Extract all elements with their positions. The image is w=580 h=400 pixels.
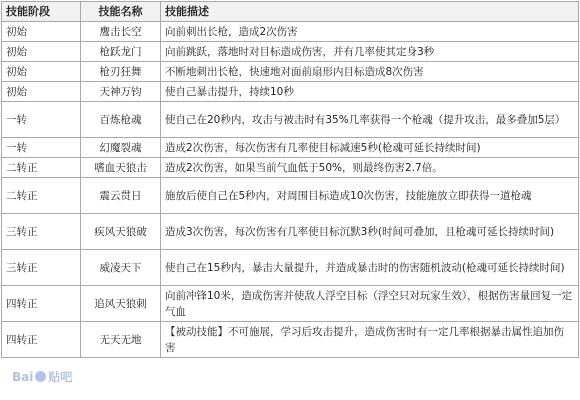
skill-name-cell: 震云贯日 [81,178,161,214]
skill-desc-cell: 使自己在20秒内，攻击与被击时有35%几率获得一个枪魂（提升攻击，最多叠加5层） [161,102,579,138]
skill-stage-cell: 二转正 [2,178,81,214]
skill-stage-cell: 初始 [2,42,81,62]
table-row [2,22,579,42]
skill-stage-cell: 三转正 [2,214,81,250]
table-row [2,102,579,138]
skill-desc-cell: 造成3次伤害，每次伤害有几率使目标沉默3秒(时间可叠加，且枪魂可延长持续时间) [161,214,579,250]
skill-name-cell: 枪刃狂舞 [81,62,161,82]
skill-stage-cell: 三转正 [2,250,81,286]
skill-stage-cell: 初始 [2,22,81,42]
skill-name-cell: 枪跃龙门 [81,42,161,62]
skill-name-cell: 疾风天狼破 [81,214,161,250]
baidu-tieba-watermark [12,368,72,385]
watermark-text-right: 贴吧 [48,370,73,384]
skill-name-cell: 天神万钧 [81,82,161,102]
skill-name-cell: 无天无地 [81,322,161,358]
skill-stage-cell: 四转正 [2,322,81,358]
table-row [2,286,579,322]
header-stage: 技能阶段 [2,2,81,22]
skill-stage-cell: 初始 [2,62,81,82]
skill-desc-cell: 向前冲锋10米，造成伤害并使敌人浮空目标（浮空只对玩家生效），根据伤害量回复一定气血 [161,286,579,322]
skill-table [1,1,579,358]
skill-desc-cell: 不断地刺出长枪，快速地对面前扇形内目标造成8次伤害 [161,62,579,82]
skill-stage-cell: 一转 [2,102,81,138]
table-row [2,138,579,158]
skill-desc-cell: 造成2次伤害，如果当前气血低于50%，则最终伤害2.7倍。 [161,158,579,178]
paw-icon [35,371,46,382]
skill-stage-cell: 初始 [2,82,81,102]
table-row [2,250,579,286]
skill-desc-cell: 【被动技能】不可施展，学习后攻击提升，造成伤害时有一定几率根据暴击属性追加伤害 [161,322,579,358]
skill-desc-cell: 使自己暴击提升，持续10秒 [161,82,579,102]
header-desc: 技能描述 [161,2,579,22]
table-body [2,22,579,358]
table-header-row [2,2,579,22]
table-row [2,214,579,250]
skill-desc-cell: 向前刺出长枪，造成2次伤害 [161,22,579,42]
skill-name-cell: 幻魔裂魂 [81,138,161,158]
skill-stage-cell: 一转 [2,138,81,158]
skill-desc-cell: 施放后使自己在5秒内，对周围目标造成10次伤害，技能施放立即获得一道枪魂 [161,178,579,214]
table-row [2,158,579,178]
skill-name-cell: 追风天狼刺 [81,286,161,322]
skill-stage-cell: 四转正 [2,286,81,322]
table-row [2,42,579,62]
skill-name-cell: 百炼枪魂 [81,102,161,138]
skill-stage-cell: 二转正 [2,158,81,178]
table-row [2,82,579,102]
table-row [2,322,579,358]
table-row [2,62,579,82]
skill-desc-cell: 使自己在15秒内，暴击大量提升，并造成暴击时的伤害随机波动(枪魂可延长持续时间) [161,250,579,286]
skill-name-cell: 嗜血天狼击 [81,158,161,178]
skill-table-container [1,1,578,358]
skill-desc-cell: 向前跳跃，落地时对目标造成伤害，并有几率使其定身3秒 [161,42,579,62]
watermark-text-left: Bai [12,369,34,384]
skill-name-cell: 鹰击长空 [81,22,161,42]
skill-name-cell: 威凌天下 [81,250,161,286]
table-row [2,178,579,214]
skill-desc-cell: 造成2次伤害，每次伤害有几率使目标减速5秒(枪魂可延长持续时间) [161,138,579,158]
header-name: 技能名称 [81,2,161,22]
